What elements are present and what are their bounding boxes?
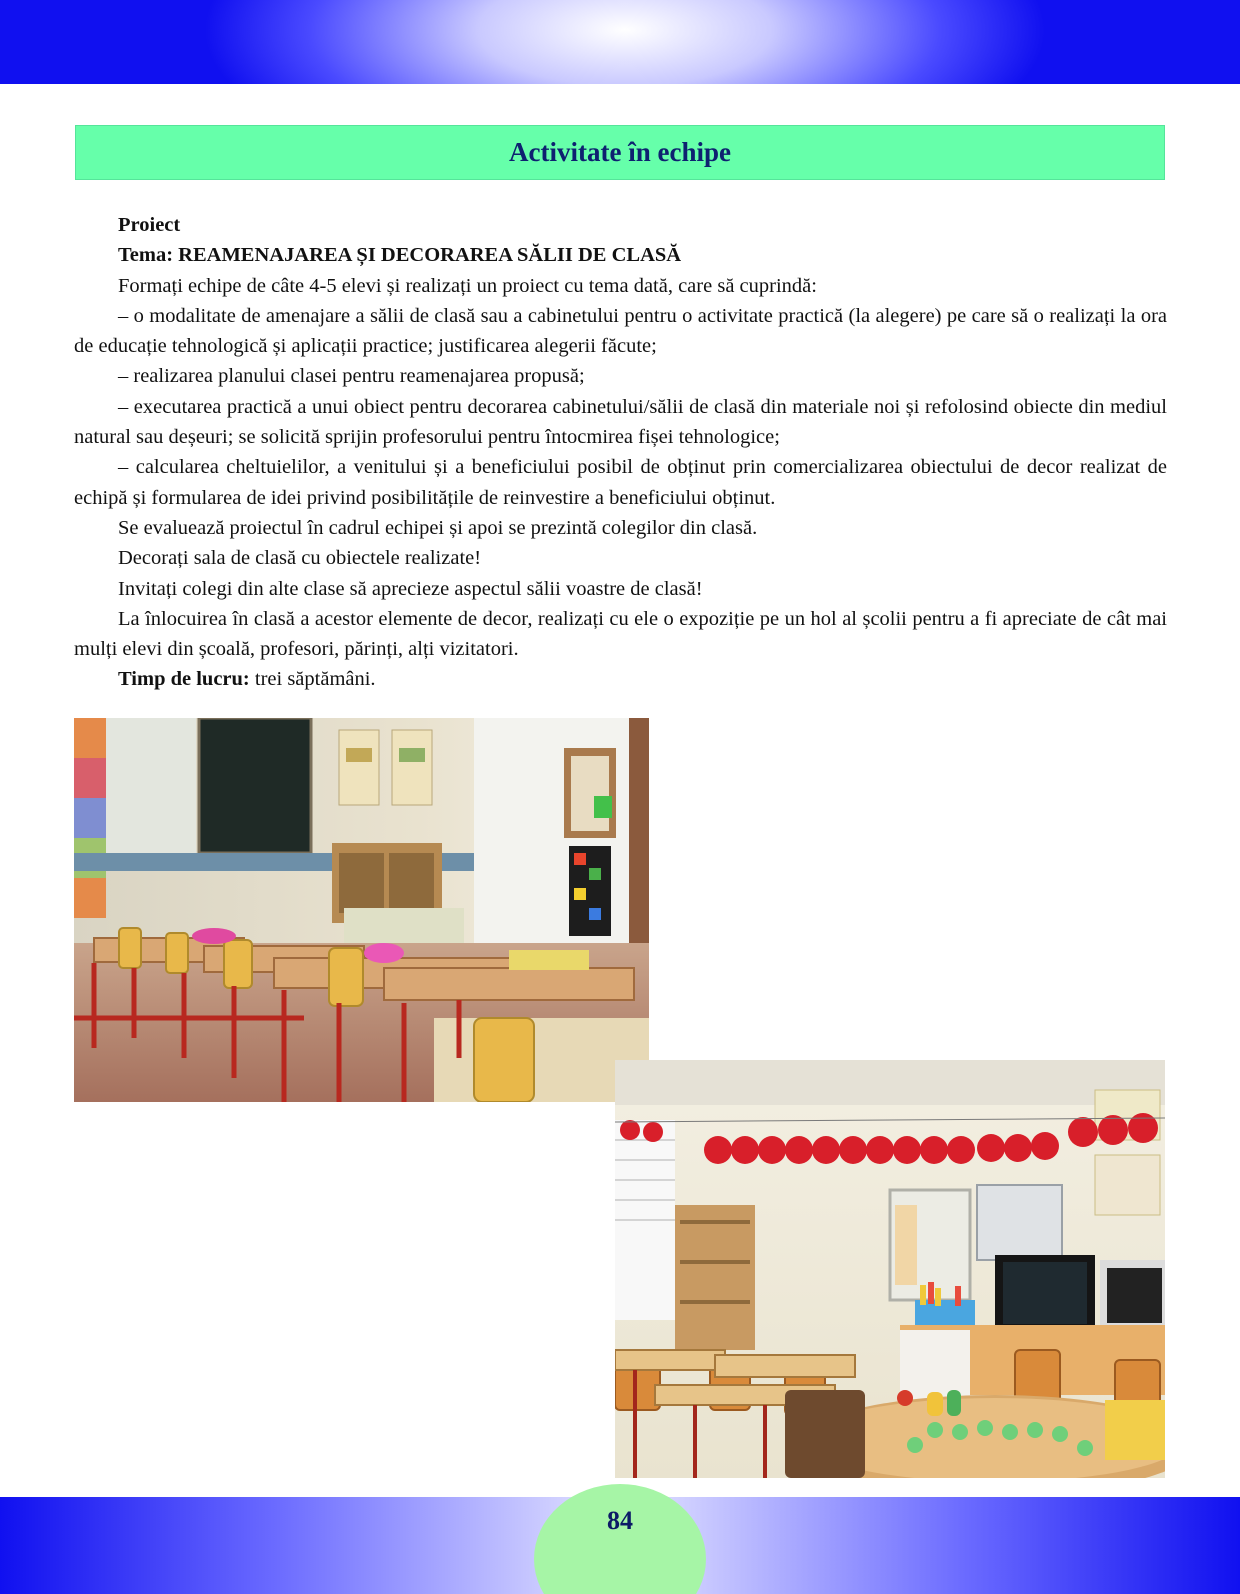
- section-title-text: Activitate în echipe: [509, 137, 731, 167]
- project-heading: Proiect: [118, 214, 181, 236]
- project-item: – realizarea planului clasei pentru reamenajarea propusă;: [118, 365, 585, 388]
- theme-text: REAMENAJAREA ȘI DECORAREA SĂLII DE CLASĂ: [178, 244, 682, 267]
- work-time-value: trei săptămâni.: [254, 668, 376, 691]
- project-paragraph: Se evaluează proiectul în cadrul echipei și apoi se prezintă colegilor din clasă.: [118, 516, 758, 539]
- top-decorative-band: [0, 0, 1240, 84]
- project-paragraph: Decorați sala de clasă cu obiectele realizate!: [118, 547, 482, 570]
- classroom-photo-1: [74, 718, 649, 1102]
- classroom-photo-2: [615, 1060, 1165, 1478]
- page-number: 84: [607, 1506, 633, 1535]
- project-text: [74, 210, 1167, 695]
- theme-label: Tema:: [118, 244, 174, 267]
- work-time-label: Timp de lucru:: [118, 668, 250, 691]
- project-paragraph: Invitați colegi din alte clase să aprecieze aspectul sălii voastre de clasă!: [118, 577, 703, 600]
- project-intro: Formați echipe de câte 4-5 elevi și realizați un proiect cu tema dată, care să cuprindă:: [118, 274, 817, 297]
- project-item: – o modalitate de amenajare a sălii de clasă sau a cabinetului pentru o activitate practică (la alegere) pe care să o realizați la ora de educație tehnologică și aplicații practice; justificarea alegerii făcute;: [74, 304, 1167, 358]
- project-item: – executarea practică a unui obiect pentru decorarea cabinetului/sălii de clasă din materiale noi și refolosind obiecte din mediul natural sau deșeuri; se solicită sprijin profesorului pentru întocmirea fișei tehnologice;: [74, 395, 1167, 449]
- project-theme: [74, 240, 1167, 270]
- section-title: [75, 125, 1165, 180]
- project-item: – calcularea cheltuielilor, a venitului și a beneficiului posibil de obținut prin comercializarea obiectului de decor realizat de echipă și formularea de idei privind posibilitățile de reinvestire a beneficiului obținut.: [74, 456, 1167, 509]
- project-paragraph: La înlocuirea în clasă a acestor elemente de decor, realizați cu ele o expoziție pe un hol al școlii pentru a fi apreciate de cât mai mulți elevi din școală, profesori, părinți, alți vizitatori.: [74, 607, 1167, 661]
- work-time: [74, 664, 1167, 694]
